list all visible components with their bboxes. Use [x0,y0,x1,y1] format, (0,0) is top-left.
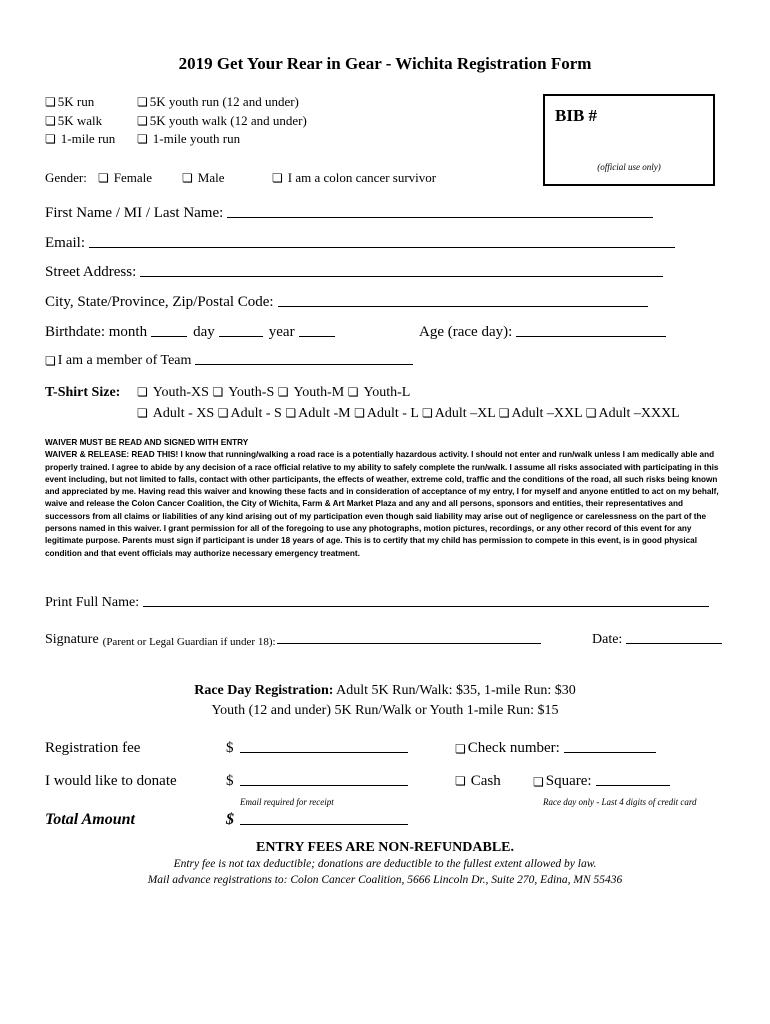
registration-fee-label: Registration fee [45,740,141,756]
date-field[interactable] [592,632,722,648]
square-label: Square: [545,773,592,789]
checkbox-icon[interactable]: ❏ [585,406,597,420]
option-cash[interactable]: ❏ Cash [455,773,501,789]
option-5k-youth-walk[interactable]: ❏ 5K youth walk (12 and under) [137,113,307,128]
option-1mile-youth-run[interactable]: ❏ 1-mile youth run [137,131,241,146]
checkbox-icon[interactable]: ❏ [498,406,510,420]
email-label: Email: [45,235,85,251]
signature-note: (Parent or Legal Guardian if under 18): [102,636,276,648]
tshirt-adult-xxl[interactable]: ❏ Adult –XXL [498,406,583,421]
day-input-line[interactable] [219,335,263,337]
city-input-line[interactable] [278,305,648,307]
square-note: Race day only - Last 4 digits of credit card [543,797,697,807]
name-field[interactable] [45,205,653,222]
city-label: City, State/Province, Zip/Postal Code: [45,294,274,310]
checkbox-icon[interactable]: ❏ [277,385,292,399]
name-label: First Name / MI / Last Name: [45,205,224,221]
date-input-line[interactable] [626,642,722,644]
checkbox-icon[interactable]: ❏ [137,95,148,109]
checkbox-icon[interactable]: ❏ [182,171,196,185]
print-name-input-line[interactable] [143,605,709,607]
checkbox-icon[interactable]: ❏ [137,385,151,399]
year-input-line[interactable] [299,335,335,337]
email-input-line[interactable] [89,246,675,248]
total-amount-label: Total Amount [45,811,135,828]
race-day-heading: Race Day Registration: [194,683,334,698]
age-label: Age (race day): [419,324,513,340]
checkbox-icon[interactable]: ❏ [455,742,466,756]
checkbox-icon[interactable]: ❏ [421,406,433,420]
tshirt-youth-row [137,385,410,401]
waiver-block [45,437,725,560]
checkbox-icon[interactable]: ❏ [217,406,229,420]
date-label: Date: [592,632,623,647]
tshirt-youth-l[interactable]: ❏ Youth-L [347,385,411,400]
email-field[interactable] [45,235,675,252]
tshirt-label: T-Shirt Size: [45,385,121,400]
checkbox-icon[interactable]: ❏ [45,354,56,368]
option-male[interactable]: ❏ Male [182,170,225,185]
donate-label: I would like to donate [45,773,177,789]
square-input-line[interactable] [596,784,670,786]
checkbox-icon[interactable]: ❏ [45,132,59,146]
street-input-line[interactable] [140,275,663,277]
registration-fee-input-line[interactable] [240,751,408,753]
checkbox-icon[interactable]: ❏ [137,114,148,128]
mailing-address: Mail advance registrations to: Colon Cancer Coalition, 5666 Lincoln Dr., Suite 270, Edina, MN 55436 [147,874,623,886]
checkbox-icon[interactable]: ❏ [285,406,297,420]
tshirt-adult-m[interactable]: ❏ Adult -M [285,406,351,421]
birthdate-field[interactable] [45,324,335,341]
checkbox-icon[interactable]: ❏ [45,95,56,109]
print-name-label: Print Full Name: [45,595,140,610]
option-1mile-run[interactable]: ❏ 1-mile run [45,131,116,146]
checkbox-icon[interactable]: ❏ [272,171,286,185]
tshirt-youth-xs[interactable]: ❏ Youth-XS [137,385,209,400]
donate-input-line[interactable] [240,784,408,786]
form-title: 2019 Get Your Rear in Gear - Wichita Registration Form [178,54,592,73]
team-field[interactable] [45,353,413,369]
checkbox-icon[interactable]: ❏ [45,114,56,128]
checkbox-icon[interactable]: ❏ [137,406,151,420]
option-5k-youth-run[interactable]: ❏ 5K youth run (12 and under) [137,94,299,109]
tshirt-adult-l[interactable]: ❏ Adult - L [354,406,419,421]
name-input-line[interactable] [227,216,653,218]
bib-box [543,94,715,186]
tshirt-youth-s[interactable]: ❏ Youth-S [212,385,275,400]
checkbox-icon[interactable]: ❏ [212,385,227,399]
birthdate-day-label: day [193,324,215,340]
race-day-line1: Race Day Registration: Adult 5K Run/Walk: $35, 1-mile Run: $30 [194,683,576,698]
age-input-line[interactable] [516,335,666,337]
signature-input-line[interactable] [277,642,541,644]
signature-label: Signature [45,632,99,647]
tshirt-adult-row [137,406,680,422]
bib-note: (official use only) [597,162,661,172]
check-number-input-line[interactable] [564,751,656,753]
tshirt-adult-xs[interactable]: ❏ Adult - XS [137,406,215,421]
street-label: Street Address: [45,264,137,280]
bib-label: BIB # [555,106,598,125]
birthdate-year-label: year [268,324,295,340]
signature-field[interactable] [45,632,541,648]
registration-fee-field[interactable]: $ [226,740,408,757]
team-label: I am a member of Team [57,353,192,368]
team-input-line[interactable] [195,363,413,365]
waiver-text: WAIVER & RELEASE: READ THIS! I know that running/walking a road race is a potentially hazardous activity. I should not enter and run/walk unless I am medically able and properly trained. I agree to abide by any decision of a race official relative to my ability to safely complete the run/walk. I assume all risks associated with participating in this event including, but not limited to falls, contact with other participants, the effects of weather, extreme cold, traffic and the conditions of the road, all such risks being known and appreciated by me. Having read this waiver and knowing these facts and in consideration of acceptance of my entry, I for myself and anyone entitled to act on my behalf, waive and release the Colon Cancer Coalition, the City of Wichita, Farm & Art Market Plaza and any and all persons, sponsors and entities, their representatives and successors from all claims or liabilities of any kind arising out of my participation even though said liability may arise out of negligence or carelessness on the part of the persons named in this waiver. I grant permission for all of the foregoing to use any photographs, motion pictures, recordings, or any other record of this event for any legitimate purpose. Parents must sign if participant is under 18 years of age. This is to certify that my child has permission to compete in this event, is in good physical condition and that event officials may authorize necessary emergency treatment. [45,450,719,558]
checkbox-icon[interactable]: ❏ [98,171,112,185]
street-field[interactable] [45,264,663,281]
print-name-field[interactable] [45,595,709,611]
non-refundable-notice: ENTRY FEES ARE NON-REFUNDABLE. [255,840,515,855]
waiver-heading: WAIVER MUST BE READ AND SIGNED WITH ENTRY [45,438,249,447]
tshirt-adult-xxxl[interactable]: ❏ Adult –XXXL [585,406,680,421]
square-field[interactable] [533,773,670,790]
total-amount-input-line[interactable] [240,823,408,825]
total-amount-field[interactable]: $ [226,811,408,829]
email-receipt-note: Email required for receipt [240,797,334,807]
checkbox-icon[interactable]: ❏ [533,775,544,789]
checkbox-icon[interactable]: ❏ [354,406,365,420]
birthdate-month-label: Birthdate: month [45,324,148,340]
option-5k-walk[interactable]: ❏ 5K walk [45,113,103,128]
tshirt-youth-m[interactable]: ❏ Youth-M [277,385,345,400]
tax-notice: Entry fee is not tax deductible; donations are deductible to the fullest extent allowed by law. [173,858,597,870]
tshirt-adult-s[interactable]: ❏ Adult - S [217,406,282,421]
checkbox-icon[interactable]: ❏ [137,132,151,146]
checkbox-icon[interactable]: ❏ [455,774,469,788]
donate-field[interactable]: $ [226,773,408,790]
gender-label: Gender: [45,170,87,185]
age-field[interactable] [419,324,666,341]
check-number-label: Check number: [467,740,560,756]
checkbox-icon[interactable]: ❏ [347,385,362,399]
option-5k-run[interactable]: ❏ 5K run [45,94,95,109]
city-field[interactable] [45,294,648,311]
check-number-field[interactable] [455,740,656,757]
option-survivor[interactable]: ❏ I am a colon cancer survivor [272,170,437,185]
option-female[interactable]: ❏ Female [98,170,153,185]
month-input-line[interactable] [151,335,187,337]
tshirt-adult-xl[interactable]: ❏ Adult –XL [421,406,496,421]
race-day-line2: Youth (12 and under) 5K Run/Walk or Youth 1-mile Run: $15 [211,703,559,718]
